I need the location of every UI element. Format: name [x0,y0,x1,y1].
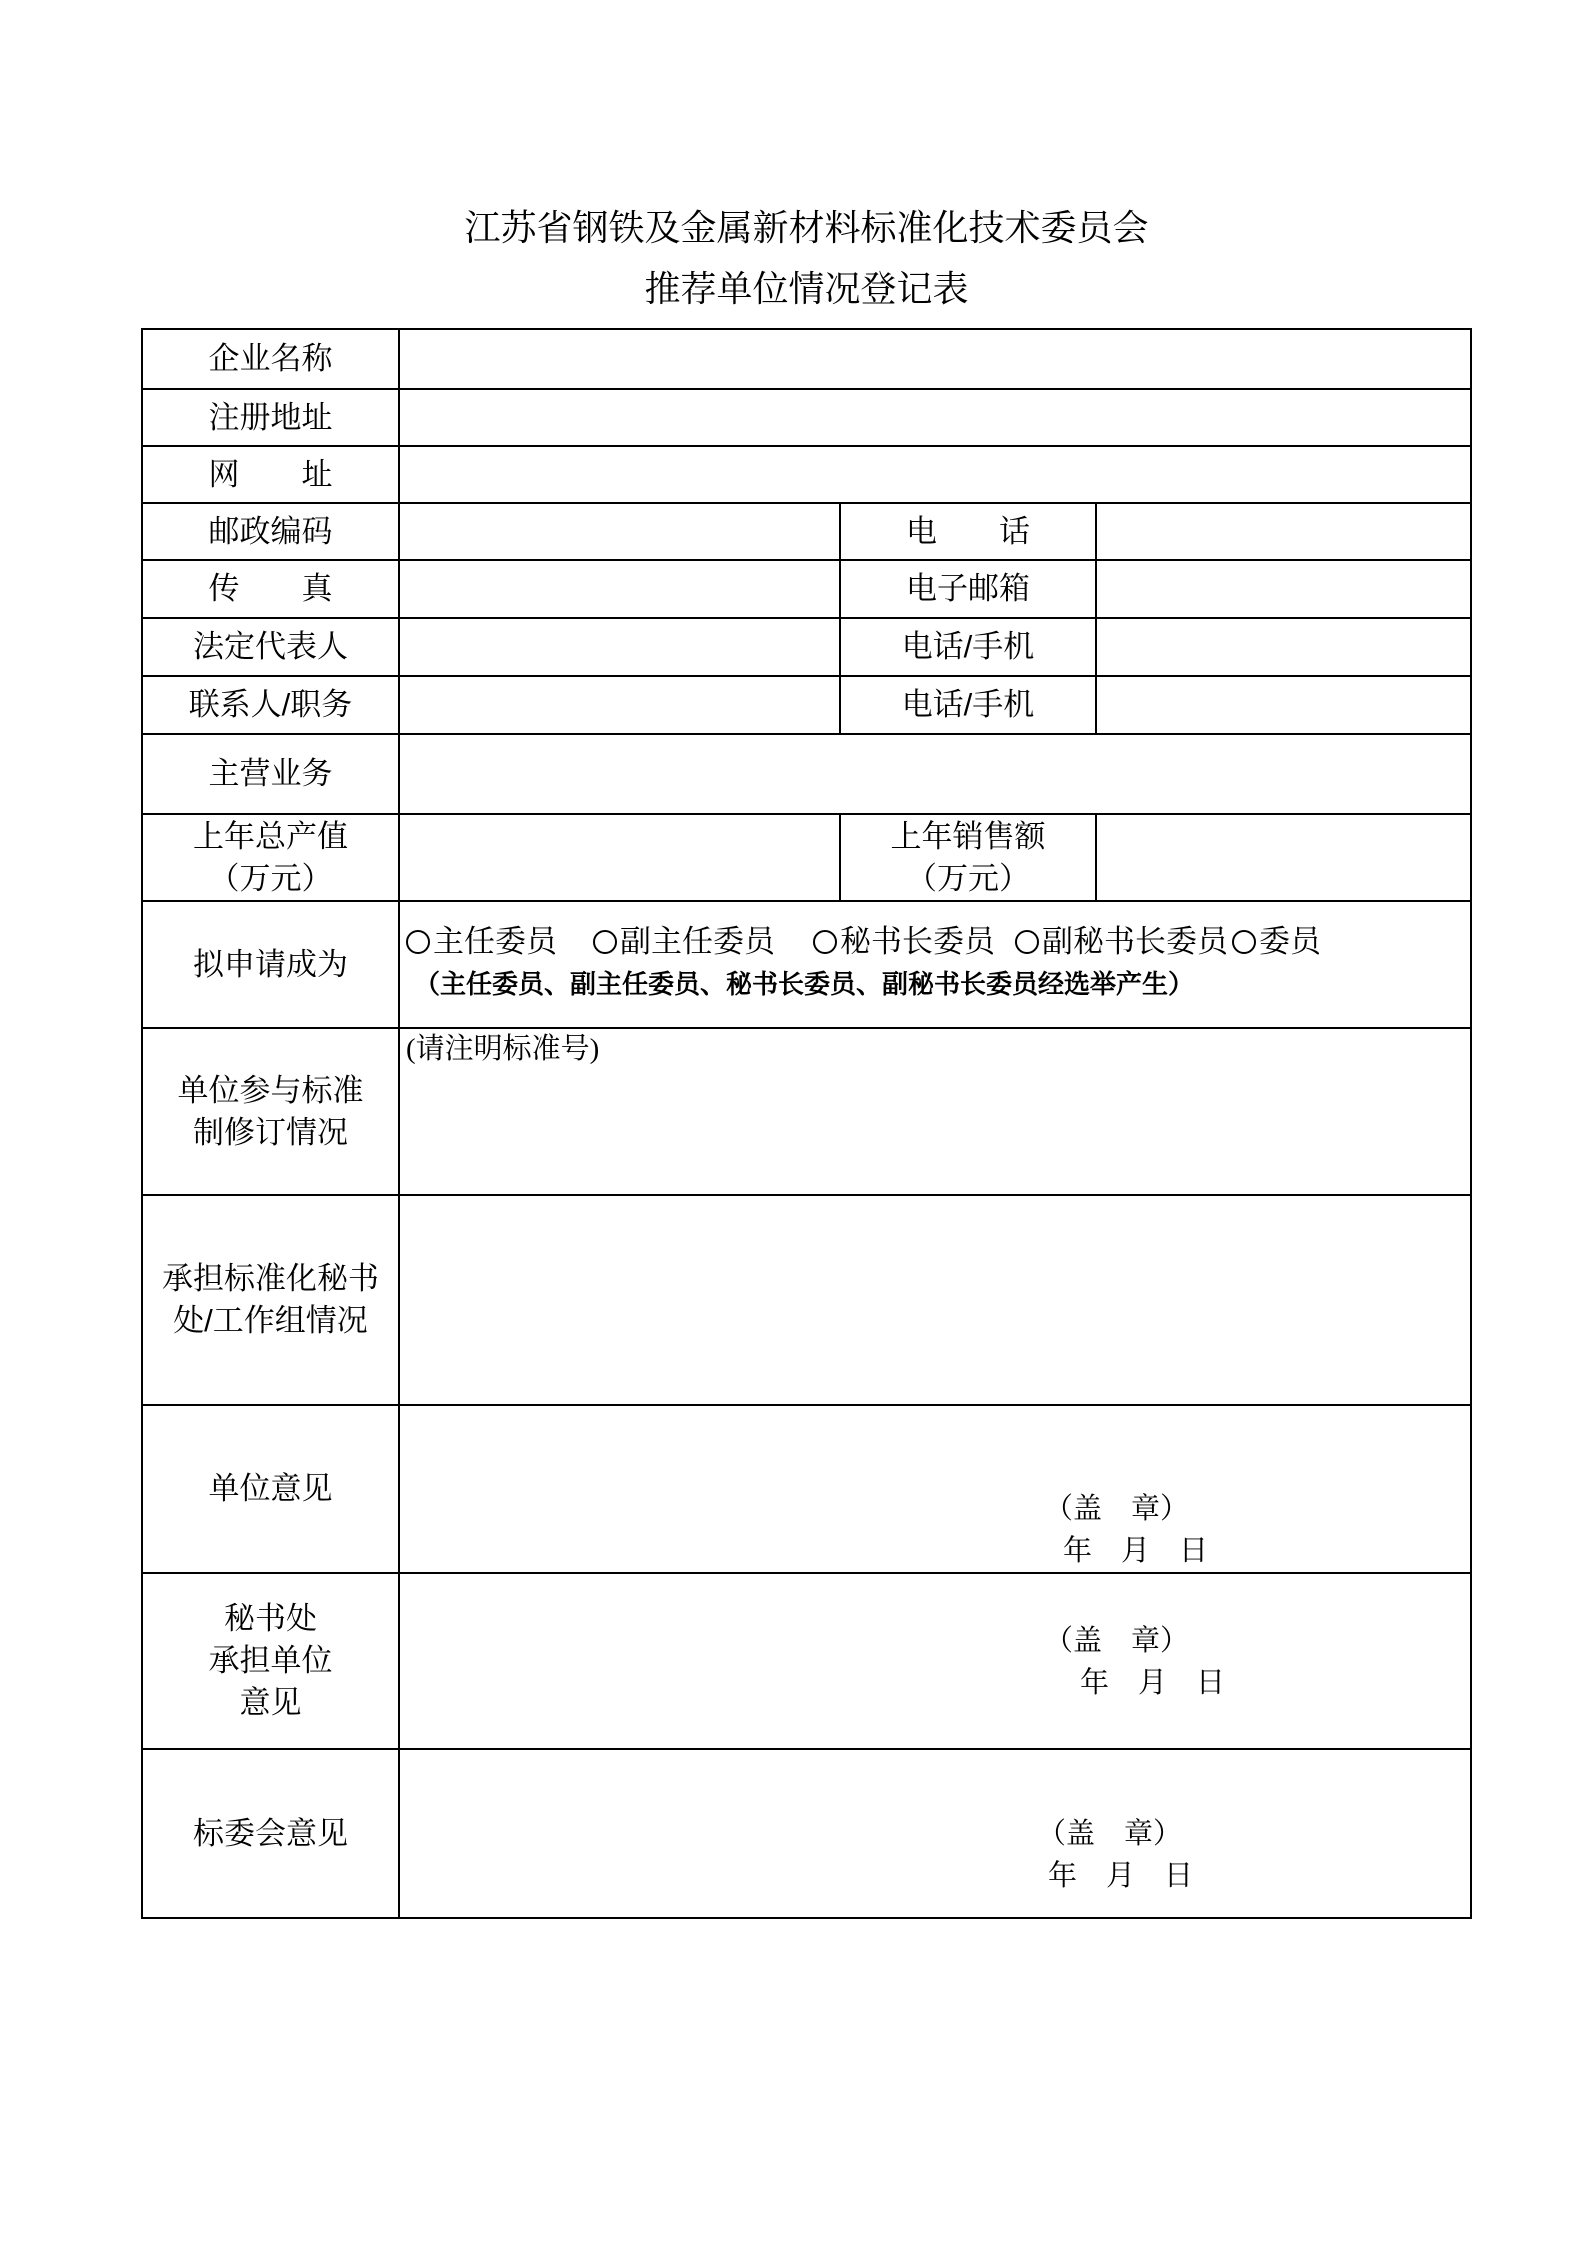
option-label: 主任委员 [433,924,557,959]
option-vice-chair[interactable] [593,922,775,962]
label-phone: 电 话 [841,504,1097,561]
date-text: 年 月 日 [1080,1667,1226,1699]
field-registered-address[interactable] [400,390,1472,447]
registration-form-table [141,328,1472,1919]
label-unit-opinion: 单位意见 [143,1406,400,1574]
option-label: 副秘书长委员 [1042,924,1228,959]
date-text: 年 月 日 [1063,1535,1209,1567]
label-email: 电子邮箱 [841,561,1097,619]
label-output-value-line2: （万元） [208,860,333,896]
application-options [406,922,1321,962]
option-label: 委员 [1259,924,1321,959]
label-legal-representative-phone: 电话/手机 [841,619,1097,677]
field-contact-person[interactable] [400,677,841,735]
field-email[interactable] [1097,561,1472,619]
field-application [400,902,1472,1029]
label-registered-address: 注册地址 [143,390,400,447]
label-website: 网 址 [143,447,400,504]
seal-text: （盖 章） [1044,1625,1190,1657]
field-unit-opinion[interactable] [400,1406,1472,1574]
label-output-value-line1: 上年总产值 [193,818,348,854]
field-legal-representative-phone[interactable] [1097,619,1472,677]
label-sales-line2: （万元） [906,860,1030,896]
field-committee-opinion[interactable] [400,1750,1472,1919]
standards-hint: (请注明标准号) [406,1033,600,1065]
option-deputy-secretary-general[interactable] [1015,922,1228,962]
field-legal-representative[interactable] [400,619,841,677]
label-secretariat-opinion-line3: 意见 [239,1685,302,1720]
radio-circle-icon[interactable] [593,930,617,954]
document-subtitle: 推荐单位情况登记表 [644,268,969,309]
radio-circle-icon[interactable] [406,930,430,954]
document-title: 江苏省钢铁及金属新材料标准化技术委员会 [464,207,1149,248]
field-output-value[interactable] [400,815,841,902]
field-phone[interactable] [1097,504,1472,561]
option-member[interactable] [1232,922,1321,962]
field-sales[interactable] [1097,815,1472,902]
label-company-name: 企业名称 [143,330,400,390]
radio-circle-icon[interactable] [813,930,837,954]
seal-text: （盖 章） [1044,1493,1190,1525]
label-secretariat-workgroup [143,1196,400,1406]
field-company-name[interactable] [400,330,1472,390]
radio-circle-icon[interactable] [1015,930,1039,954]
field-standards-participation[interactable] [400,1029,1472,1196]
label-secretariat-line2: 处/工作组情况 [173,1303,368,1338]
field-fax[interactable] [400,561,841,619]
field-postal-code[interactable] [400,504,841,561]
label-secretariat-opinion [143,1574,400,1750]
option-label: 副主任委员 [620,924,775,959]
option-secretary-general[interactable] [813,922,995,962]
label-application: 拟申请成为 [143,902,400,1029]
label-fax: 传 真 [143,561,400,619]
label-committee-opinion: 标委会意见 [143,1750,400,1919]
option-label: 秘书长委员 [840,924,995,959]
label-secretariat-line1: 承担标准化秘书 [162,1261,379,1296]
seal-text: （盖 章） [1037,1818,1183,1850]
label-contact-person: 联系人/职务 [143,677,400,735]
label-main-business: 主营业务 [143,735,400,815]
label-legal-representative: 法定代表人 [143,619,400,677]
label-standards-line2: 制修订情况 [193,1114,348,1150]
label-sales-line1: 上年销售额 [890,818,1046,854]
field-secretariat-workgroup[interactable] [400,1196,1472,1406]
label-sales [841,815,1097,902]
field-secretariat-opinion[interactable] [400,1574,1472,1750]
field-website[interactable] [400,447,1472,504]
field-main-business[interactable] [400,735,1472,815]
date-text: 年 月 日 [1048,1860,1194,1892]
label-contact-phone: 电话/手机 [841,677,1097,735]
label-postal-code: 邮政编码 [143,504,400,561]
label-secretariat-opinion-line2: 承担单位 [208,1643,333,1678]
label-standards-participation [143,1029,400,1196]
application-note: （主任委员、副主任委员、秘书长委员、副秘书长委员经选举产生） [414,969,1195,999]
label-standards-line1: 单位参与标准 [177,1072,364,1108]
label-output-value [143,815,400,902]
label-secretariat-opinion-line1: 秘书处 [224,1601,317,1636]
option-chair[interactable] [406,922,557,962]
radio-circle-icon[interactable] [1232,930,1256,954]
field-contact-phone[interactable] [1097,677,1472,735]
